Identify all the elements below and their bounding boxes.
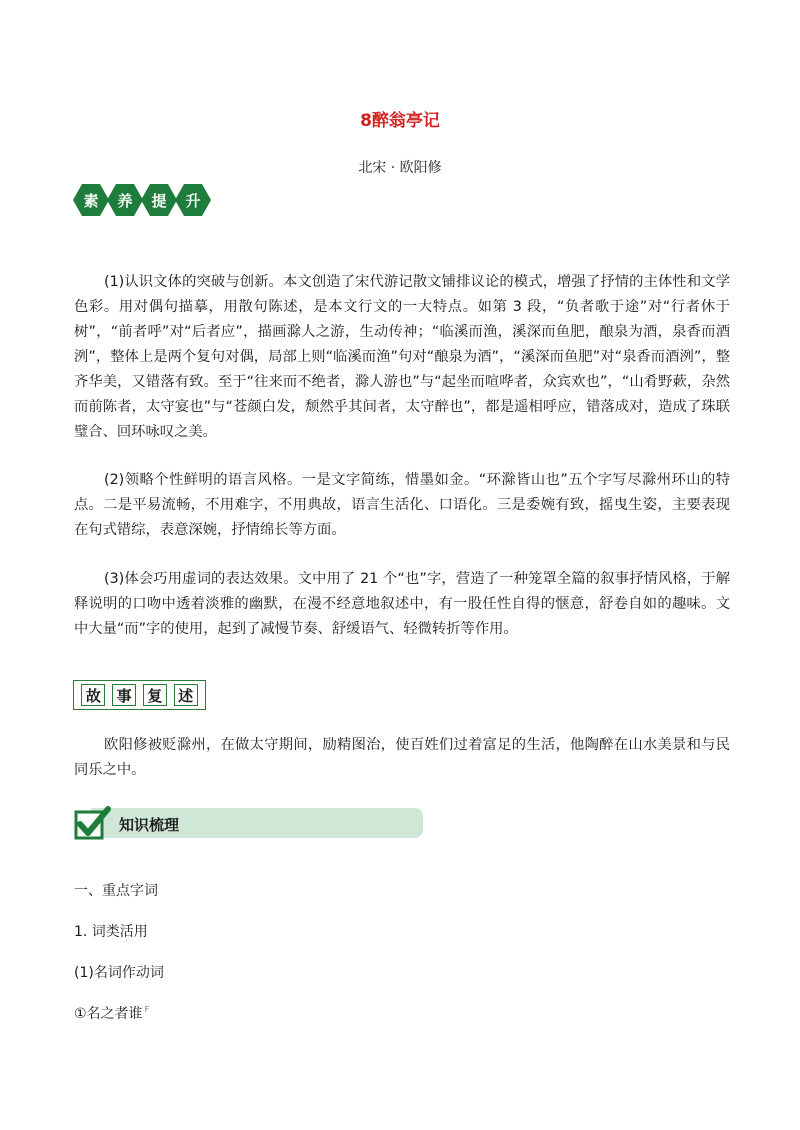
author-line: 北宋 · 欧阳修	[358, 160, 442, 176]
example-mark: F	[144, 1005, 150, 1015]
outline-subitem-noun-as-verb: (1)名词作动词	[74, 965, 164, 981]
outline-example-1	[74, 1003, 149, 1023]
knowledge-label: 知识梳理	[119, 816, 180, 834]
section-header-literacy	[73, 183, 213, 216]
paragraph-literary-form: (1)认识文体的突破与创新。本文创造了宋代游记散文铺排议论的模式，增强了抒情的主体性和文学色彩。用对偶句描摹，用散句陈述，是本文行文的一大特点。如第 3 段，“负者歌于途”对“行者休于树”，“前者呼”对“后者应”，描画滁人之游，生动传神；“临溪而渔，溪深而鱼肥，酿泉为酒，泉香而酒洌”，整体上是两个复句对偶，局部上则“临溪而渔”句对“酿泉为酒”，“溪深而鱼肥”对“泉香而酒洌”，整齐华美，又错落有致。至于“往来而不绝者，滁人游也”与“起坐而喧哗者，众宾欢也”，“山肴野蔌，杂然而前陈者，太守宴也”与“苍颜白发，颓然乎其间者，太守醉也”，都是遥相呼应，错落成对，造成了珠联璧合、回环咏叹之美。	[74, 274, 730, 440]
page-title: 8醉翁亭记	[360, 111, 440, 131]
story-char-4: 述	[174, 684, 198, 706]
checkmark-icon	[73, 806, 111, 842]
outline-item-word-class: 1. 词类活用	[74, 924, 148, 940]
outline-heading-key-words: 一、重点字词	[74, 883, 158, 899]
hexagon-badges	[73, 183, 213, 217]
literacy-char-2: 养	[117, 192, 133, 210]
story-char-1: 故	[81, 684, 105, 706]
literacy-char-3: 提	[151, 192, 167, 210]
section-header-story	[73, 680, 206, 710]
literacy-char-1: 素	[83, 192, 99, 210]
example-text: ①名之者谁	[74, 1006, 143, 1022]
paragraph-function-words: (3)体会巧用虚词的表达效果。文中用了 21 个“也”字，营造了一种笼罩全篇的叙事抒情风格，于解释说明的口吻中透着淡雅的幽默，在漫不经意地叙述中，有一股任性自得的惬意，舒卷自如的趣味。文中大量“而”字的使用，起到了减慢节奏、舒缓语气、轻微转折等作用。	[74, 571, 730, 637]
paragraph-language-style: (2)领略个性鲜明的语言风格。一是文字简练，惜墨如金。“环滁皆山也”五个字写尽滁州环山的特点。二是平易流畅，不用难字，不用典故，语言生活化、口语化。三是委婉有致，摇曳生姿，主要表现在句式错综，表意深婉，抒情绵长等方面。	[74, 472, 730, 538]
paragraph-story-summary: 欧阳修被贬滁州，在做太守期间，励精图治，使百姓们过着富足的生活，他陶醉在山水美景和与民同乐之中。	[74, 737, 730, 778]
story-char-2: 事	[112, 684, 136, 706]
section-header-knowledge	[73, 806, 423, 842]
literacy-char-4: 升	[185, 192, 201, 210]
story-char-3: 复	[143, 684, 167, 706]
